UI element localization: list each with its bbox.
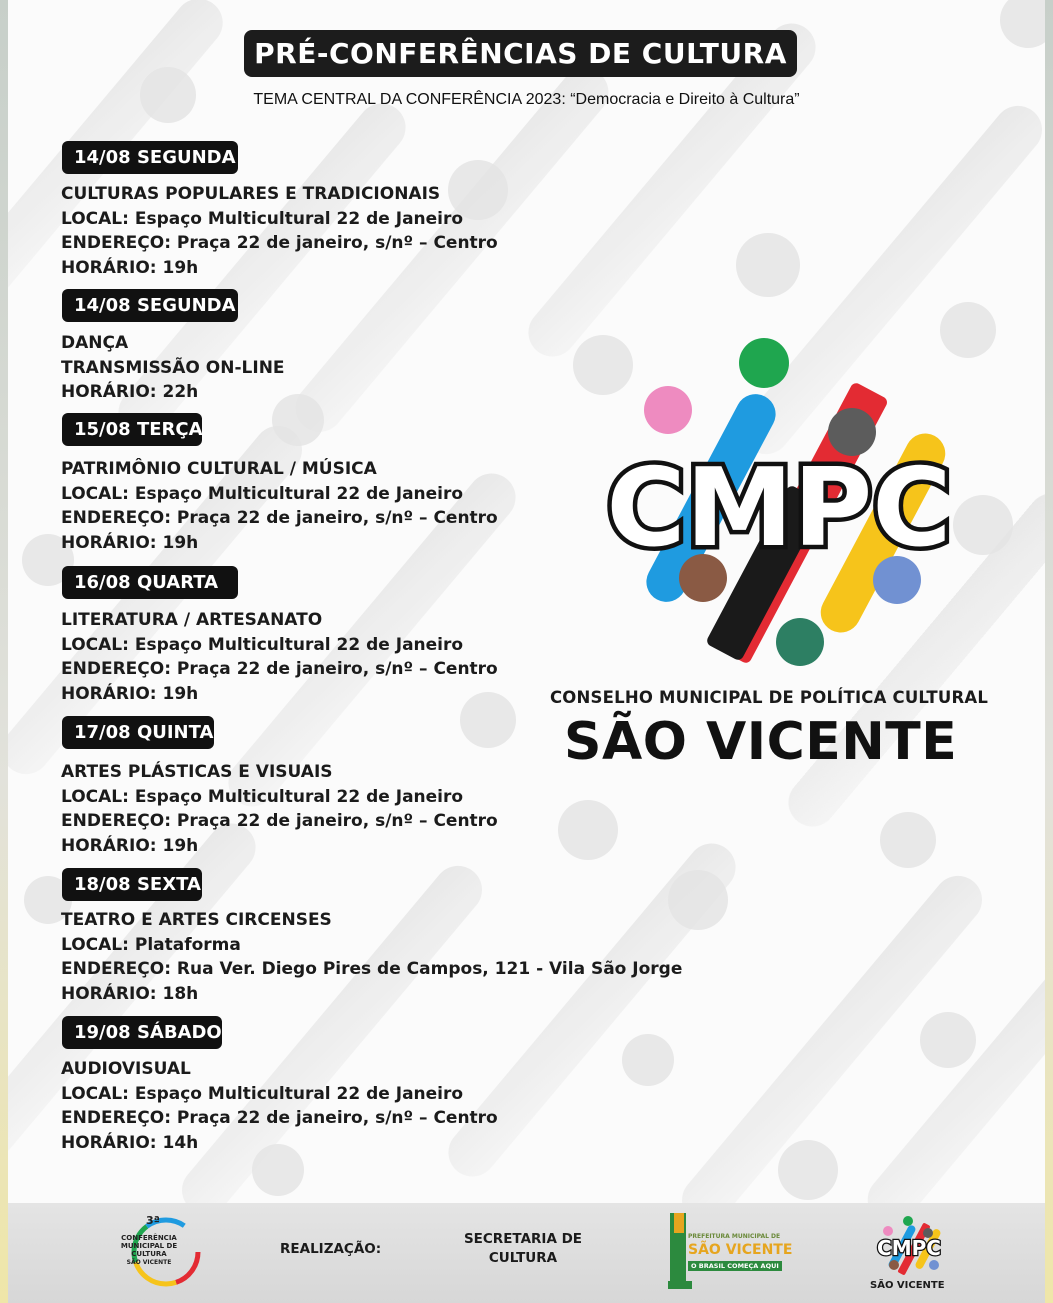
event-location: TRANSMISSÃO ON-LINE — [61, 357, 285, 378]
mini-logo-city: SÃO VICENTE — [870, 1280, 945, 1291]
event-time: HORÁRIO: 14h — [61, 1132, 199, 1153]
conference-name: CONFERÊNCIA MUNICIPAL DE CULTURA — [120, 1234, 178, 1258]
event-location: LOCAL: Espaço Multicultural 22 de Janeiro — [61, 208, 464, 229]
event-date-badge: 18/08 SEXTA — [62, 868, 202, 901]
event-theme: ARTES PLÁSTICAS E VISUAIS — [61, 762, 333, 782]
event-date-badge: 14/08 SEGUNDA — [62, 289, 238, 322]
event-item — [61, 331, 285, 405]
prefeitura-slogan: O BRASIL COMEÇA AQUI — [688, 1261, 782, 1271]
event-item — [61, 457, 498, 555]
city-name: SÃO VICENTE — [564, 712, 958, 772]
page-title: PRÉ-CONFERÊNCIAS DE CULTURA — [244, 30, 797, 77]
conference-theme: TEMA CENTRAL DA CONFERÊNCIA 2023: “Democracia e Direito à Cultura” — [253, 91, 800, 108]
event-location: LOCAL: Plataforma — [61, 934, 241, 955]
event-address: ENDEREÇO: Rua Ver. Diego Pires de Campos, 121 - Vila São Jorge — [61, 959, 683, 980]
event-item — [61, 1057, 498, 1155]
event-date-badge: 14/08 SEGUNDA — [62, 141, 238, 174]
logo-teal-dot — [776, 618, 824, 666]
prefeitura-title: PREFEITURA MUNICIPAL DE — [688, 1233, 781, 1240]
event-item — [61, 182, 498, 280]
logo-green-dot — [739, 338, 789, 388]
event-address: ENDEREÇO: Praça 22 de janeiro, s/nº – Centro — [61, 811, 498, 832]
cmpc-mini-logo — [864, 1213, 954, 1297]
event-location: LOCAL: Espaço Multicultural 22 de Janeiro — [61, 634, 464, 655]
event-time: HORÁRIO: 19h — [61, 683, 199, 704]
event-date-badge: 17/08 QUINTA — [62, 716, 214, 749]
prefeitura-logo — [668, 1211, 798, 1293]
event-theme: PATRIMÔNIO CULTURAL / MÚSICA — [61, 459, 377, 479]
realizacao-label: REALIZAÇÃO: — [280, 1241, 382, 1257]
event-theme: CULTURAS POPULARES E TRADICIONAIS — [61, 184, 441, 204]
event-theme: TEATRO E ARTES CIRCENSES — [61, 910, 332, 930]
event-address: ENDEREÇO: Praça 22 de janeiro, s/nº – Centro — [61, 659, 498, 680]
logo-acronym: CMPC — [606, 446, 952, 571]
event-time: HORÁRIO: 19h — [61, 835, 199, 856]
event-date-badge: 15/08 TERÇA — [62, 413, 202, 446]
secretaria-label: SECRETARIA DE CULTURA — [463, 1231, 583, 1266]
event-time: HORÁRIO: 22h — [61, 382, 199, 403]
cmpc-logo — [573, 333, 993, 678]
council-name: CONSELHO MUNICIPAL DE POLÍTICA CULTURAL — [550, 688, 989, 707]
footer — [8, 1203, 1045, 1303]
event-date-badge: 16/08 QUARTA — [62, 566, 238, 599]
event-address: ENDEREÇO: Praça 22 de janeiro, s/nº – Centro — [61, 1108, 498, 1129]
event-item — [61, 608, 498, 706]
event-item — [61, 760, 498, 858]
event-address: ENDEREÇO: Praça 22 de janeiro, s/nº – Centro — [61, 233, 498, 254]
event-time: HORÁRIO: 19h — [61, 257, 199, 278]
cmpc-mini-icon — [864, 1213, 954, 1279]
logo-pink-dot — [644, 386, 692, 434]
event-theme: DANÇA — [61, 333, 129, 353]
event-location: LOCAL: Espaço Multicultural 22 de Janeiro — [61, 786, 464, 807]
prefeitura-city: SÃO VICENTE — [688, 1242, 793, 1258]
event-theme: LITERATURA / ARTESANATO — [61, 610, 323, 630]
conference-number: 3ª — [146, 1214, 160, 1227]
conference-city: SÃO VICENTE — [126, 1259, 172, 1266]
event-item — [61, 908, 682, 1006]
poster — [8, 0, 1045, 1303]
event-theme: AUDIOVISUAL — [61, 1059, 191, 1079]
event-location: LOCAL: Espaço Multicultural 22 de Janeiro — [61, 483, 464, 504]
event-time: HORÁRIO: 19h — [61, 532, 199, 553]
event-address: ENDEREÇO: Praça 22 de janeiro, s/nº – Centro — [61, 508, 498, 529]
conference-logo — [110, 1212, 204, 1296]
event-date-badge: 19/08 SÁBADO — [62, 1016, 222, 1049]
event-location: LOCAL: Espaço Multicultural 22 de Janeiro — [61, 1083, 464, 1104]
event-time: HORÁRIO: 18h — [61, 983, 199, 1004]
mini-logo-acronym: CMPC — [877, 1236, 941, 1260]
